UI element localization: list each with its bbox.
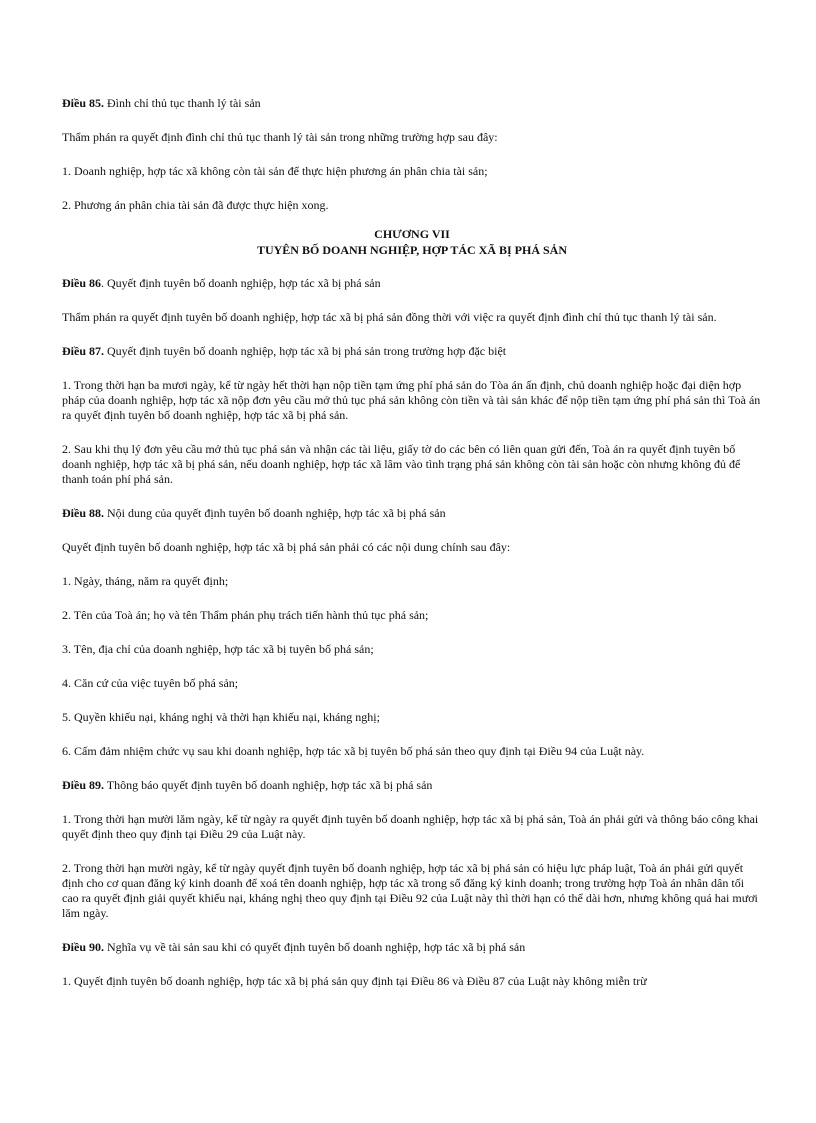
list-item: 2. Phương án phân chia tài sản đã được thực hiện xong. bbox=[62, 198, 329, 212]
article-number: Điều 86 bbox=[62, 276, 101, 290]
list-item: 6. Cấm đảm nhiệm chức vụ sau khi doanh nghiệp, hợp tác xã bị tuyên bố phá sản theo quy định tại Điều 94 của Luật này. bbox=[62, 744, 645, 758]
article-number: Điều 87. bbox=[62, 344, 104, 358]
article-87-heading bbox=[62, 344, 762, 359]
article-title: . Quyết định tuyên bố doanh nghiệp, hợp tác xã bị phá sản bbox=[101, 276, 381, 290]
article-number: Điều 88. bbox=[62, 506, 104, 520]
article-title: Nội dung của quyết định tuyên bố doanh nghiệp, hợp tác xã bị phá sản bbox=[104, 506, 446, 520]
paragraph: Thẩm phán ra quyết định đình chỉ thủ tục thanh lý tài sản trong những trường hợp sau đây: bbox=[62, 130, 498, 144]
list-item: 5. Quyền khiếu nại, kháng nghị và thời hạn khiếu nại, kháng nghị; bbox=[62, 710, 380, 724]
article-title: Thông báo quyết định tuyên bố doanh nghiệp, hợp tác xã bị phá sản bbox=[104, 778, 433, 792]
article-number: Điều 89. bbox=[62, 778, 104, 792]
article-88-heading bbox=[62, 506, 762, 521]
list-item: 1. Doanh nghiệp, hợp tác xã không còn tài sản để thực hiện phương án phân chia tài sản; bbox=[62, 164, 488, 178]
list-item: 1. Ngày, tháng, năm ra quyết định; bbox=[62, 574, 229, 588]
list-item: 2. Sau khi thụ lý đơn yêu cầu mở thủ tục phá sản và nhận các tài liệu, giấy tờ do các bên có liên quan gửi đến, Toà án ra quyết định tuyên bố doanh nghiệp, hợp tác xã bị phá sản, nếu doanh nghiệp, hợp tác xã lâm vào tình trạng phá sản không còn tài sản hoặc còn nhưng không đủ để thanh toán phí phá sản. bbox=[62, 442, 741, 486]
chapter-title: TUYÊN BỐ DOANH NGHIỆP, HỢP TÁC XÃ BỊ PHÁ SẢN bbox=[256, 243, 568, 257]
document-page bbox=[62, 96, 762, 1008]
article-number: Điều 90. bbox=[62, 940, 104, 954]
paragraph: Thẩm phán ra quyết định tuyên bố doanh nghiệp, hợp tác xã bị phá sản đồng thời với việc ra quyết định đình chỉ thủ tục thanh lý tài sản. bbox=[62, 310, 717, 324]
chapter-heading bbox=[62, 226, 762, 258]
list-item: 1. Quyết định tuyên bố doanh nghiệp, hợp tác xã bị phá sản quy định tại Điều 86 và Điều 87 của Luật này không miễn trừ bbox=[62, 974, 647, 988]
article-89-heading bbox=[62, 778, 762, 793]
article-90-heading bbox=[62, 940, 762, 955]
article-85-heading bbox=[62, 96, 762, 111]
chapter-number: CHƯƠNG VII bbox=[374, 227, 450, 241]
paragraph: Quyết định tuyên bố doanh nghiệp, hợp tác xã bị phá sản phải có các nội dung chính sau đây: bbox=[62, 540, 511, 554]
list-item: 4. Căn cứ của việc tuyên bố phá sản; bbox=[62, 676, 239, 690]
article-number: Điều 85. bbox=[62, 96, 104, 110]
article-title: Đình chỉ thủ tục thanh lý tài sản bbox=[104, 96, 261, 110]
list-item: 1. Trong thời hạn ba mươi ngày, kể từ ngày hết thời hạn nộp tiền tạm ứng phí phá sản do Tòa án ấn định, chủ doanh nghiệp hoặc đại diện hợp pháp của doanh nghiệp, hợp tác xã nộp đơn yêu cầu mở thủ tục phá sản không còn tiền và tài sản khác để nộp tiền tạm ứng phí phá sản thì Toà án ra quyết định tuyên bố doanh nghiệp, hợp tác xã bị phá sản. bbox=[62, 378, 761, 422]
list-item: 3. Tên, địa chỉ của doanh nghiệp, hợp tác xã bị tuyên bố phá sản; bbox=[62, 642, 374, 656]
list-item: 2. Trong thời hạn mười ngày, kể từ ngày quyết định tuyên bố doanh nghiệp, hợp tác xã bị phá sản có hiệu lực pháp luật, Toà án phải gửi quyết định cho cơ quan đăng ký kinh doanh để xoá tên doanh nghiệp, hợp tác xã trong sổ đăng ký kinh doanh; trong trường hợp Toà án nhân dân tối cao ra quyết định giải quyết khiếu nại, kháng nghị theo quy định tại Điều 92 của Luật này thì thời hạn có thể dài hơn, nhưng không quá hai mươi lăm ngày. bbox=[62, 861, 758, 920]
article-86-heading bbox=[62, 276, 762, 291]
article-title: Quyết định tuyên bố doanh nghiệp, hợp tác xã bị phá sản trong trường hợp đặc biệt bbox=[104, 344, 507, 358]
list-item: 2. Tên của Toà án; họ và tên Thẩm phán phụ trách tiến hành thủ tục phá sản; bbox=[62, 608, 429, 622]
list-item: 1. Trong thời hạn mười lăm ngày, kể từ ngày ra quyết định tuyên bố doanh nghiệp, hợp tác xã bị phá sản, Toà án phải gửi và thông báo công khai quyết định theo quy định tại Điều 29 của Luật này. bbox=[62, 812, 759, 841]
article-title: Nghĩa vụ về tài sản sau khi có quyết định tuyên bố doanh nghiệp, hợp tác xã bị phá sản bbox=[104, 940, 526, 954]
